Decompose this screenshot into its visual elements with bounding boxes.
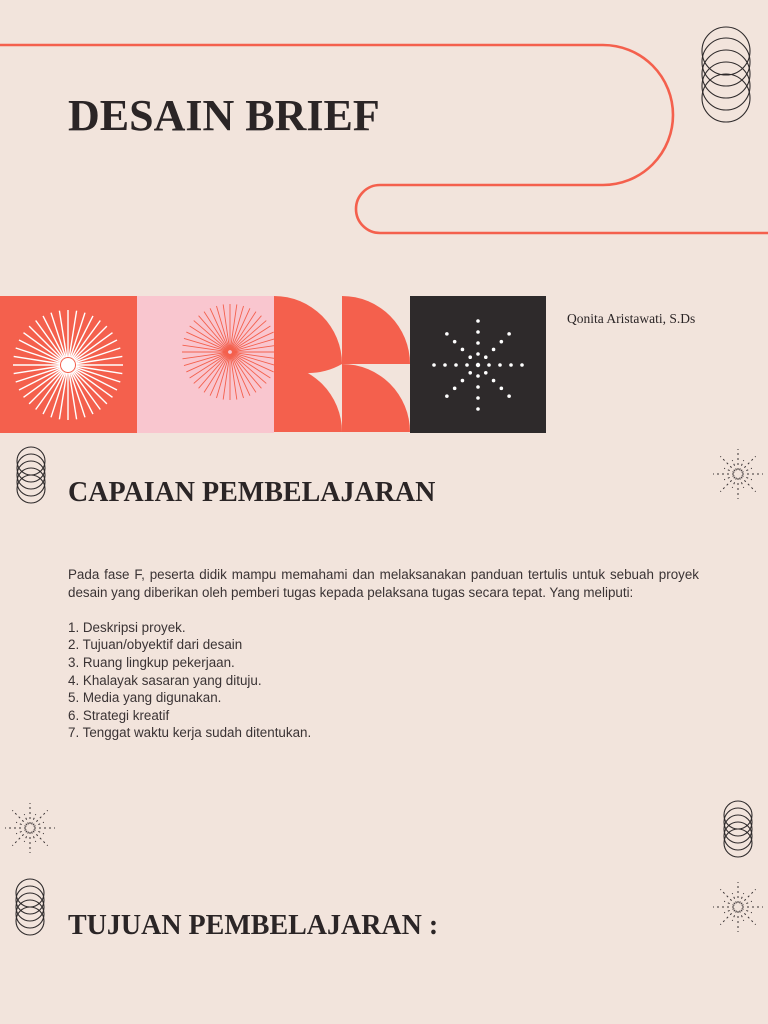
section-heading-capaian: CAPAIAN PEMBELAJARAN [68,477,436,508]
author-name: Qonita Aristawati, S.Ds [567,311,696,326]
list-item: 5. Media yang digunakan. [68,690,222,706]
intro-paragraph: Pada fase F, peserta didik mampu memahami dan melaksanakan panduan tertulis untuk sebuah proyek desain yang diberikan oleh pemberi tugas kepada pelaksana tugas secara tepat. Yang meliputi: [68,567,699,600]
list-item: 7. Tenggat waktu kerja sudah ditentukan. [68,725,312,741]
document-title: DESAIN BRIEF [68,91,380,140]
sparkle-icon [713,449,763,499]
body-text [68,566,699,742]
dotted-star-icon [432,319,524,411]
outcome-list [68,619,699,742]
tile-pink-burst [137,296,274,433]
list-item: 4. Khalayak sasaran yang dituju. [68,672,262,688]
list-item: 6. Strategi kreatif [68,707,170,723]
list-item: 3. Ruang lingkup pekerjaan. [68,654,235,670]
ring-stack-icon [702,27,750,122]
ring-stack-icon [16,879,44,935]
ring-stack-icon [17,447,45,503]
list-item: 1. Deskripsi proyek. [68,619,186,635]
ring-stack-icon [724,801,752,857]
list-item: 2. Tujuan/obyektif dari desain [68,637,243,653]
pattern-strip [0,296,546,433]
section-heading-tujuan: TUJUAN PEMBELAJARAN : [68,910,439,941]
sparkle-icon [5,803,55,853]
sparkle-icon [713,882,763,932]
